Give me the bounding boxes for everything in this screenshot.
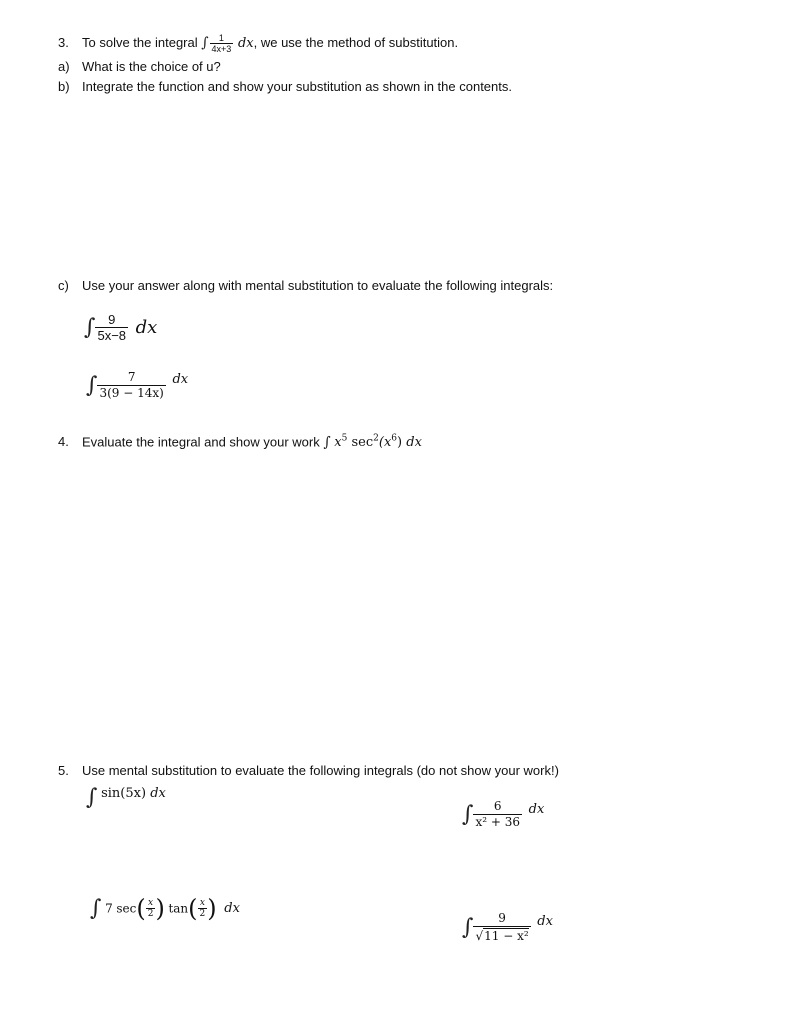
q4-expr-arg-open: (x: [378, 435, 392, 451]
q5i3-coef: 7: [105, 901, 113, 916]
q3-frac-num: 1: [218, 33, 224, 43]
q4-expr-pow2: 2: [373, 434, 379, 444]
q4-expression: [334, 435, 422, 450]
q5i2-den: x² + 36: [475, 815, 520, 829]
q5i2-num: 6: [493, 799, 502, 813]
q4-text: Evaluate the integral and show your work: [82, 434, 320, 450]
q5i4-integral-sign: ∫: [462, 915, 474, 940]
q4-expr-sec: sec: [347, 435, 374, 451]
q5i3-tan-lparen: (: [188, 894, 198, 923]
q3-lead: To solve the integral: [82, 34, 198, 50]
q3c-line: [58, 278, 553, 294]
q4-number: 4.: [58, 434, 69, 450]
q5-integral-3: [90, 896, 240, 921]
q5i4-radicand: 11 − x²: [484, 929, 529, 943]
q3c2-fraction: [97, 370, 165, 401]
q5i3-tan-arg-den: 2: [199, 909, 206, 919]
q4-expr-pow5: 5: [341, 434, 348, 444]
q5i3-sec-arg-num: x: [148, 898, 154, 908]
q3c1-dx: dx: [135, 317, 158, 338]
q5i1-body: [101, 786, 166, 801]
q3c1-fraction: [95, 312, 128, 343]
q3-dx: dx: [237, 35, 254, 51]
q3-tail: , we use the method of substitution.: [253, 34, 459, 50]
q5-number: 5.: [58, 763, 69, 778]
q4-expr-arg-close: ): [397, 435, 403, 451]
q3c1-num: 9: [108, 312, 116, 327]
q3a-text: What is the choice of u?: [82, 59, 221, 74]
q5i2-dx: dx: [528, 802, 545, 817]
q3a-line: [58, 59, 221, 75]
q5i4-den: [473, 926, 530, 944]
q5-integral-4: [462, 911, 553, 944]
q5i3-tan-arg-num: x: [199, 898, 205, 908]
q3c2-num: 7: [127, 370, 136, 384]
q5i3-tan-rparen: ): [207, 894, 217, 923]
q5i4-fraction: [473, 911, 530, 944]
q3c2-dx: dx: [172, 372, 189, 387]
q4-dx: dx: [406, 435, 422, 451]
q3c-label: c): [58, 278, 69, 293]
q4-expr-pow6: 6: [391, 434, 398, 444]
q4-line: [58, 431, 422, 451]
q5i1-dx: dx: [150, 786, 166, 801]
q5i1-integral-sign: ∫: [86, 785, 98, 810]
q5i2-fraction: [473, 799, 522, 830]
q3c2-integral-sign: ∫: [86, 373, 98, 398]
q3c-integral-2: [86, 370, 188, 401]
q3c1-den: 5x−8: [97, 328, 127, 343]
q3a-label: a): [58, 59, 70, 74]
q5i3-tan: tan: [168, 901, 189, 916]
q3b-line: [58, 79, 512, 95]
q5-integral-1: [86, 785, 166, 810]
q5-text: Use mental substitution to evaluate the following integrals (do not show your work!): [82, 763, 559, 778]
q5-line: [58, 763, 559, 779]
q3c1-integral-sign: ∫: [84, 315, 96, 340]
q5i3-sec-arg-den: 2: [147, 909, 154, 919]
q5i3-sec-arg: [146, 898, 156, 919]
q5-integral-2: [462, 799, 544, 830]
q3c2-den: 3(9 − 14x): [99, 386, 164, 400]
q4-expr-x: x: [334, 435, 342, 451]
q5i3-integral-sign: ∫: [90, 896, 102, 921]
q5i3-dx: dx: [224, 901, 240, 916]
q3b-label: b): [58, 79, 70, 94]
q3-fraction: [210, 33, 234, 54]
q3-number: 3.: [58, 34, 69, 50]
q3c-integral-1: [84, 312, 157, 343]
q3b-text: Integrate the function and show your substitution as shown in the contents.: [82, 79, 512, 94]
q3c-text: Use your answer along with mental substitution to evaluate the following integrals:: [82, 278, 554, 293]
q4-integral-sign: ∫: [323, 434, 331, 451]
q5i4-num: 9: [498, 911, 506, 925]
q3-integral-sign: ∫: [201, 34, 209, 51]
q5i2-integral-sign: ∫: [462, 802, 474, 827]
q5i3-sec: sec: [116, 901, 137, 916]
q5i1-expr: sin(5x): [101, 786, 147, 801]
q5i3-tan-arg: [198, 898, 208, 919]
q3-line: [58, 33, 458, 54]
q5i3-sec-rparen: ): [155, 894, 165, 923]
q5i4-sqrt-icon: √: [475, 929, 484, 943]
q5i4-dx: dx: [537, 914, 553, 929]
q5i3-sec-lparen: (: [136, 894, 146, 923]
q3-frac-den: 4x+3: [211, 44, 232, 54]
